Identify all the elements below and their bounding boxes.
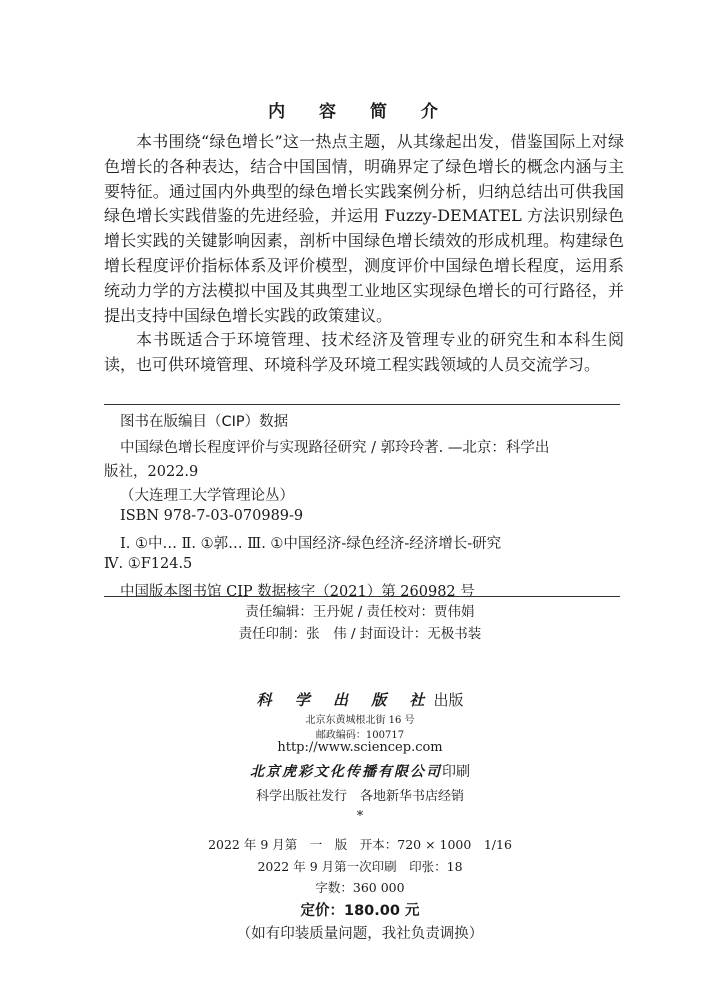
- cip-line: ISBN 978-7-03-070989-9: [120, 508, 304, 524]
- publisher-name: [0, 689, 720, 710]
- publisher-address: 北京东黄城根北街 16 号: [305, 715, 415, 726]
- separator-star: *: [356, 809, 364, 824]
- edition-line: 2022 年 9 月第 一 版 开本：720 × 1000 1/16: [208, 837, 512, 852]
- word-count: 字数：360 000: [315, 880, 405, 895]
- printer-name: 北京虎彩文化传播有限公司: [250, 764, 442, 780]
- publisher-postcode: 邮政编码：100717: [315, 730, 405, 741]
- cip-top-rule: [104, 404, 620, 405]
- cip-line: 中国版本图书馆 CIP 数据核字（2021）第 260982 号: [120, 584, 475, 600]
- cip-line: Ⅰ. ①中… Ⅱ. ①郭… Ⅲ. ①中国经济-绿色经济-经济增长-研究: [120, 536, 502, 552]
- credits-line-2: 责任印制：张 伟 / 封面设计：无极书装: [238, 626, 482, 642]
- cip-bottom-rule: [104, 596, 620, 597]
- publisher-logo-text: 科 学 出 版 社: [256, 691, 434, 709]
- intro-paragraph-1: 本书围绕“绿色增长”这一热点主题，从其缘起出发，借鉴国际上对绿色增长的各种表达，结合中国国情，明确界定了绿色增长的概念内涵与主要特征。通过国内外典型的绿色增长实践案例分析，归纳总结出可供我国绿色增长实践借鉴的先进经验，并运用 Fuzzy-DEMATEL 方法识别绿色增长实践的关键影响因素，剖析中国绿色增长绩效的形成机理。构建绿色增长程度评价指标体系及评价模型，测度评价中国绿色增长程度，运用系统动力学的方法模拟中国及其典型工业地区实现绿色增长的可行路径，并提出支持中国绿色增长实践的政策建议。: [104, 132, 624, 325]
- printing-line: 2022 年 9 月第一次印刷 印张：18: [257, 859, 463, 874]
- printer-suffix: 印刷: [442, 764, 470, 780]
- printer-line: [0, 761, 720, 781]
- intro-section: [104, 130, 624, 378]
- cip-line: （大连理工大学管理论丛）: [120, 488, 294, 504]
- distribution-line: 科学出版社发行 各地新华书店经销: [255, 789, 464, 804]
- cip-heading: 图书在版编目（CIP）数据: [120, 414, 289, 430]
- publisher-url: http://www.sciencep.com: [277, 740, 443, 755]
- quality-notice: （如有印装质量问题，我社负责调换）: [236, 926, 484, 942]
- cip-line: Ⅳ. ①F124.5: [104, 556, 193, 572]
- credits-line-1: 责任编辑：王丹妮 / 责任校对：贾伟娟: [245, 604, 475, 620]
- intro-paragraph-2: 本书既适合于环境管理、技术经济及管理专业的研究生和本科生阅读，也可供环境管理、环境科学及环境工程实践领域的人员交流学习。: [104, 330, 624, 375]
- price: 定价：180.00 元: [300, 903, 420, 919]
- page-title: 内 容 简 介: [268, 102, 452, 122]
- cip-line: 版社，2022.9: [104, 464, 199, 480]
- publisher-suffix: 出版: [433, 691, 464, 709]
- cip-line: 中国绿色增长程度评价与实现路径研究 / 郭玲玲著. —北京：科学出: [120, 440, 550, 456]
